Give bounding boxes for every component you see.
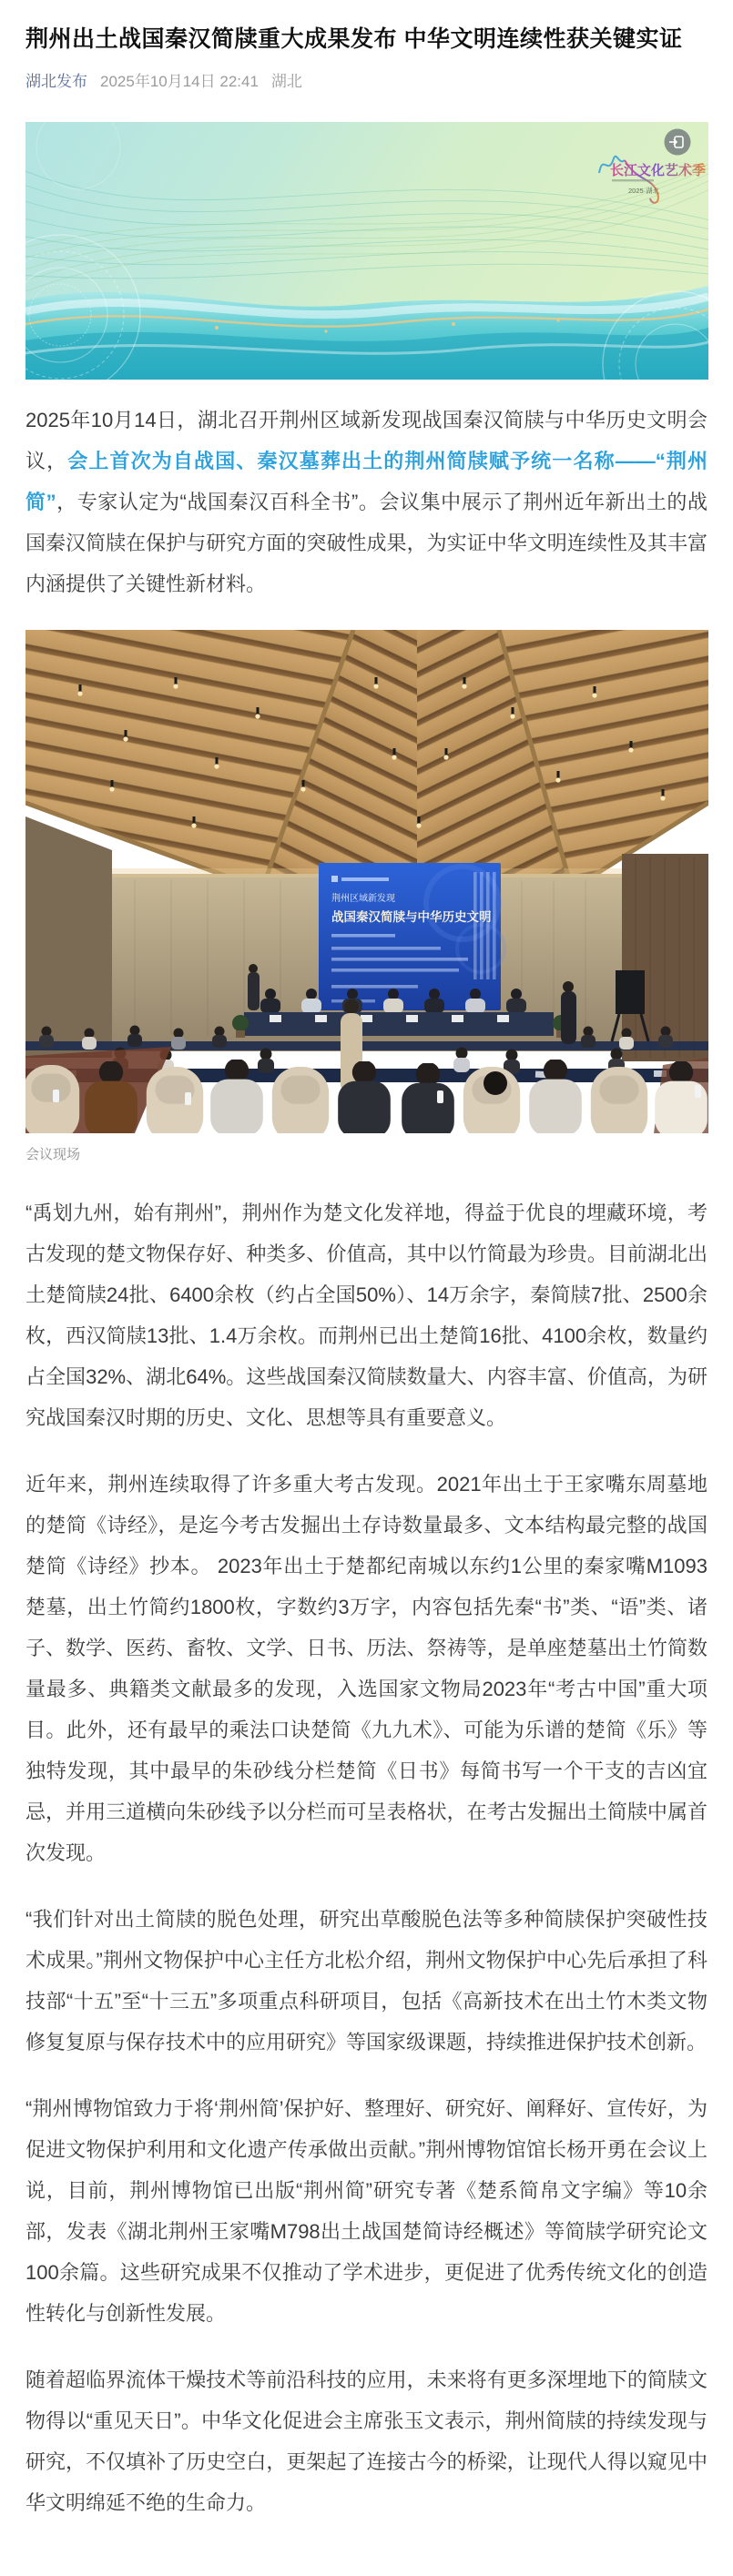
front-row bbox=[25, 1047, 708, 1133]
article-meta bbox=[25, 68, 708, 91]
article-paragraph: “荆州博物馆致力于将‘荆州简’保护好、整理好、研究好、阐释好、宣传好，为促进文物保护利用和文化遗产传承做出贡献。”荆州博物馆馆长杨开勇在会议上说，目前，荆州博物馆已出版“荆州简”研究专著《楚系简帛文字编》等10余部，发表《湖北荆州王家嘴M798出土战国楚简诗经概述》等简牍学研究论文100余篇。这些研究成果不仅推动了学术进步，更促进了优秀传统文化的创造性转化与创新性发展。 bbox=[25, 2097, 708, 2325]
p1-lead: 2025年10月14日，湖北召开荆州区域新发现战国秦汉简牍与中华历史文明会议， bbox=[25, 409, 708, 472]
p1-highlight: 会上首次为自战国、秦汉墓葬出土的荆州简牍赋予统一名称——“荆州简” bbox=[25, 450, 708, 513]
article-paragraph: “禹划九州，始有荆州”，荆州作为楚文化发祥地，得益于优良的埋藏环境，考古发现的楚文物保存好、种类多、价值高，其中以竹简最为珍贵。目前湖北出土楚简牍24批、6400余枚（约占全国50%）、14万余字，秦简牍7批、2500余枚，西汉简牍13批、1.4万余枚。而荆州已出土楚简16批、4100余枚，数量约占全国32%、湖北64%。这些战国秦汉简牍数量大、内容丰富、价值高，为研究战国秦汉时期的历史、文化、思想等具有重要意义。 bbox=[25, 1202, 708, 1429]
article-title: 荆州出土战国秦汉简牍重大成果发布 中华文明连续性获关键实证 bbox=[25, 26, 683, 52]
screen-subtitle: 荆州区域新发现 bbox=[331, 894, 395, 904]
photo-caption: 会议现场 bbox=[25, 1147, 81, 1162]
conference-scene bbox=[25, 630, 708, 1133]
festival-logo-sub: 2025·湖北 bbox=[628, 187, 660, 195]
projection-screen bbox=[319, 863, 504, 1010]
ceiling bbox=[25, 630, 708, 903]
publish-datetime: 2025年10月14日 22:41 bbox=[100, 73, 259, 90]
article-paragraph: “我们针对出土简牍的脱色处理，研究出草酸脱色法等多种简牍保护突破性技术成果。”荆州文物保护中心主任方北松介绍，荆州文物保护中心先后承担了科技部“十五”至“十三五”多项重点科研项目，包括《高新技术在出土竹木类文物修复复原与保存技术中的应用研究》等国家级课题，持续推进保护技术创新。 bbox=[25, 1908, 708, 2054]
screen-title: 战国秦汉简牍与中华历史文明 bbox=[331, 910, 492, 924]
publish-location: 湖北 bbox=[270, 73, 302, 90]
p1-rest: ，专家认定为“战国秦汉百科全书”。会议集中展示了荆州近年新出土的战国秦汉简牍在保护与研究方面的突破性成果，为实证中华文明连续性及其丰富内涵提供了关键性新材料。 bbox=[25, 491, 708, 595]
article-paragraph: 随着超临界流体干燥技术等前沿科技的应用，未来将有更多深埋地下的简牍文物得以“重见天日”。中华文化促进会主席张玉文表示，荆州简牍的持续发现与研究，不仅填补了历史空白，更架起了连接古今的桥梁，让现代人得以窥见中华文明绵延不绝的生命力。 bbox=[25, 2368, 708, 2514]
banner-art bbox=[25, 122, 708, 380]
festival-logo-title: 长江文化艺术季 bbox=[610, 163, 707, 178]
article-paragraph: 近年来，荆州连续取得了许多重大考古发现。2021年出土于王家嘴东周墓地的楚简《诗经》，是迄今考古发掘出土存诗数量最多、文本结构最完整的战国楚简《诗经》抄本。 2023年出土于楚都纪南城以东约1公里的秦家嘴M1093楚墓，出土竹简约1800枚，字数约3万字，内容包括先秦“书”类、“语”类、诸子、数学、医药、畜牧、文学、日书、历法、祭祷等，是单座楚墓出土竹简数量最多、典籍类文献最多的发现，入选国家文物局2023年“考古中国”重大项目。此外，还有最早的乘法口诀楚简《九九术》、可能为乐谱的楚简《乐》等独特发现，其中最早的朱砂线分栏楚简《日书》每简书写一个干支的吉凶宜忌，并用三道横向朱砂线予以分栏而可呈表格状，在考古发掘出土简牍中属首次发现。 bbox=[25, 1473, 708, 1864]
source-account-link[interactable]: 湖北发布 bbox=[25, 73, 87, 90]
expand-icon[interactable] bbox=[665, 129, 691, 156]
banner-image[interactable] bbox=[25, 122, 708, 380]
article-paragraph bbox=[25, 400, 708, 604]
conference-photo[interactable] bbox=[25, 630, 708, 1133]
